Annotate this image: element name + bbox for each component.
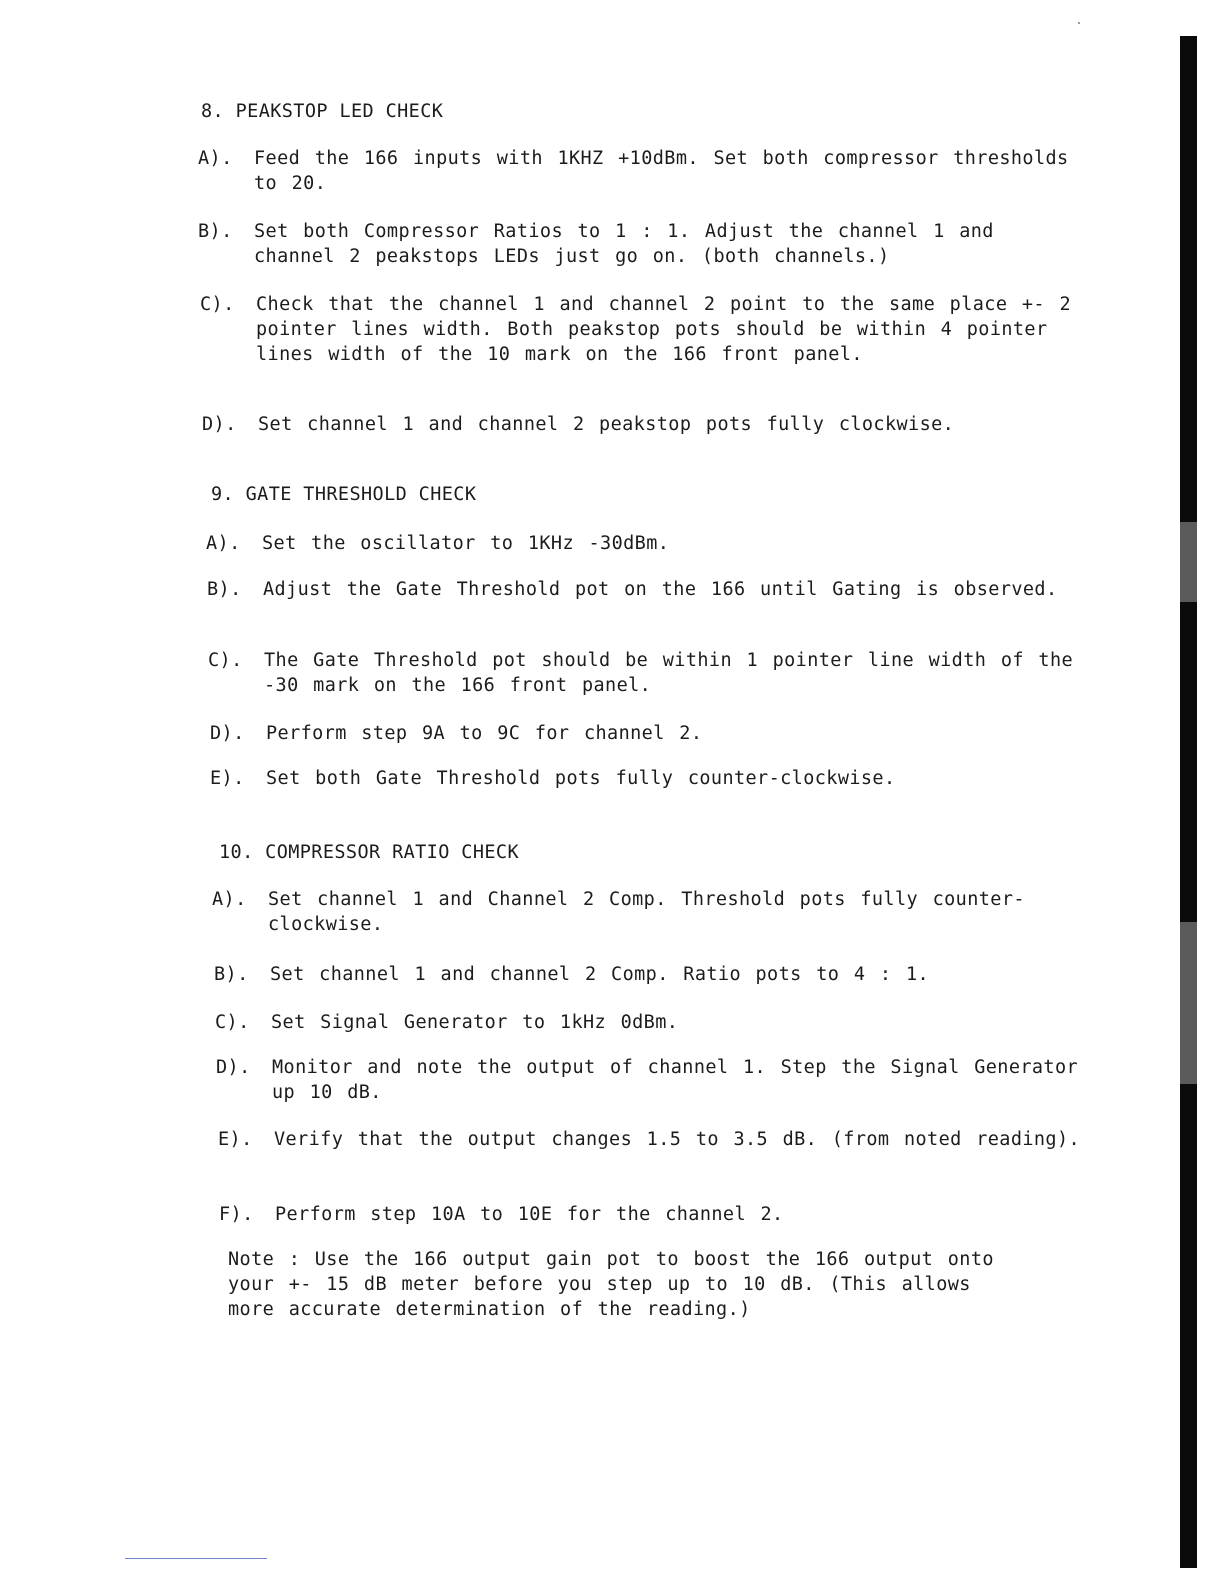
step-9a [206, 531, 1082, 556]
margin-bar [1180, 1326, 1197, 1408]
step-9d [210, 721, 1086, 746]
step-text: Verify that the output changes 1.5 to 3.5 dB. (from noted reading). [274, 1129, 1081, 1150]
step-label: A). [206, 533, 241, 554]
step-10e [218, 1127, 1094, 1152]
step-text: Set channel 1 and channel 2 Comp. Ratio pots to 4 : 1. [270, 964, 930, 985]
margin-bar [1180, 442, 1197, 524]
step-label: E). [218, 1129, 253, 1150]
margin-bar [1180, 36, 1197, 118]
step-text: Feed the 166 inputs with 1KHZ +10dBm. Set both compressor thresholds to 20. [254, 148, 1069, 194]
step-text: Set Signal Generator to 1kHz 0dBm. [271, 1012, 679, 1033]
margin-bar [1180, 1406, 1197, 1488]
margin-bar [1180, 1486, 1197, 1568]
margin-bar [1180, 842, 1197, 924]
step-text: Set both Compressor Ratios to 1 : 1. Adjust the channel 1 and channel 2 peakstops LEDs just go on. (both channels.) [254, 221, 994, 267]
step-9e [210, 766, 1086, 791]
margin-bar [1180, 1002, 1197, 1084]
note-paragraph: Note : Use the 166 output gain pot to boost the 166 output onto your +- 15 dB meter before you step up to 10 dB. (This allows more accurate determination of the reading.) [228, 1249, 994, 1320]
margin-bar [1180, 118, 1197, 200]
margin-bar [1180, 602, 1197, 684]
margin-bar [1180, 200, 1197, 282]
margin-bar [1180, 682, 1197, 764]
section-heading: 10. COMPRESSOR RATIO CHECK [219, 842, 519, 863]
step-label: D). [210, 723, 245, 744]
step-label: B). [207, 579, 242, 600]
margin-bar [1180, 282, 1197, 364]
step-text: Check that the channel 1 and channel 2 point to the same place +- 2 pointer lines width. Both peakstop pots should be within 4 pointer lines width of the 10 mark on the 166 front panel. [256, 294, 1072, 365]
step-label: D). [202, 414, 237, 435]
step-label: F). [219, 1204, 254, 1225]
margin-bar [1180, 522, 1197, 604]
margin-bar [1180, 1164, 1197, 1246]
step-label: C). [215, 1012, 250, 1033]
step-text: Set the oscillator to 1KHz -30dBm. [262, 533, 670, 554]
step-text: Perform step 9A to 9C for channel 2. [266, 723, 703, 744]
step-label: C). [200, 294, 235, 315]
step-8a [198, 146, 1074, 196]
step-text: Perform step 10A to 10E for the channel 2. [275, 1204, 784, 1225]
margin-bar [1180, 362, 1197, 444]
step-10f [219, 1202, 1095, 1227]
step-10b [214, 962, 1090, 987]
step-8b [198, 219, 1074, 269]
step-label: B). [214, 964, 249, 985]
step-text: Set channel 1 and Channel 2 Comp. Threshold pots fully counter-clockwise. [268, 889, 1025, 935]
step-10c [215, 1010, 1091, 1035]
step-8d [202, 412, 1078, 437]
step-8c [200, 292, 1076, 367]
margin-bar [1180, 922, 1197, 1004]
step-text: Monitor and note the output of channel 1. Step the Signal Generator up 10 dB. [272, 1057, 1079, 1103]
scan-speck [1078, 22, 1080, 24]
step-text: Set channel 1 and channel 2 peakstop pots fully clockwise. [258, 414, 955, 435]
margin-bar [1180, 1244, 1197, 1326]
step-label: A). [198, 148, 233, 169]
step-text: The Gate Threshold pot should be within 1 pointer line width of the -30 mark on the 166 front panel. [264, 650, 1074, 696]
step-label: B). [198, 221, 233, 242]
step-text: Set both Gate Threshold pots fully counter-clockwise. [266, 768, 896, 789]
step-text: Adjust the Gate Threshold pot on the 166 until Gating is observed. [263, 579, 1058, 600]
margin-bar [1180, 762, 1197, 844]
step-label: A). [212, 889, 247, 910]
step-label: D). [216, 1057, 251, 1078]
step-9c [208, 648, 1084, 698]
footer-rule [125, 1558, 267, 1559]
step-label: C). [208, 650, 243, 671]
step-label: E). [210, 768, 245, 789]
step-9b [207, 577, 1083, 602]
scan-margin-marks [1180, 0, 1200, 1584]
section-heading: 8. PEAKSTOP LED CHECK [201, 101, 444, 122]
step-10a [212, 887, 1088, 937]
step-10d [216, 1055, 1092, 1105]
margin-bar [1180, 1084, 1197, 1166]
section-heading: 9. GATE THRESHOLD CHECK [211, 484, 477, 505]
